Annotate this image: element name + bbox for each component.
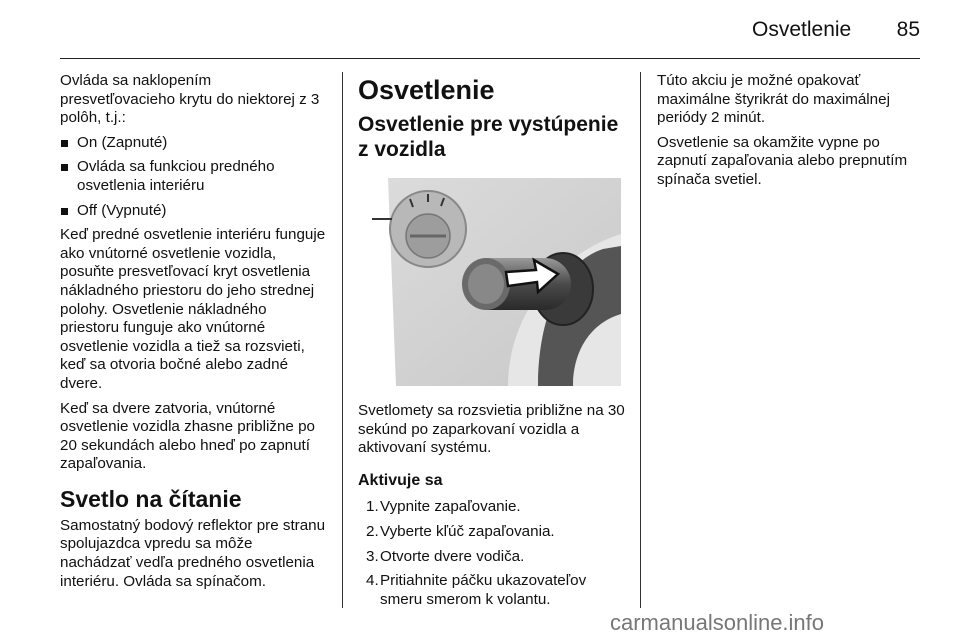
watermark: carmanualsonline.info xyxy=(610,610,825,635)
column-1 xyxy=(60,72,328,597)
steps-list xyxy=(358,498,628,609)
step-text: Vypnite zapaľovanie. xyxy=(380,498,521,516)
step-text: Pritiahnite páčku ukazovateľov smeru smerom k volantu. xyxy=(380,572,587,608)
step-number: 3. xyxy=(366,547,379,565)
stalk-illustration xyxy=(358,174,621,386)
paragraph: Osvetlenie sa okamžite vypne po zapnutí zapaľovania alebo prepnutím spínača svetiel. xyxy=(657,133,908,188)
paragraph: Samostatný bodový reflektor pre stranu spolujazdca vpredu sa môže nachádzať vedľa predného osvetlenia interiéru. Ovláda sa spínačom. xyxy=(60,516,326,590)
activate-heading: Aktivuje sa xyxy=(358,471,443,489)
step-item xyxy=(358,572,628,609)
step-text: Vyberte kľúč zapaľovania. xyxy=(380,522,555,540)
intro-paragraph: Ovláda sa naklopením presvetľovacieho krytu do niektorej z 3 polôh, t.j.: xyxy=(60,72,320,127)
step-number: 2. xyxy=(366,522,379,540)
column-divider xyxy=(342,72,343,608)
section-heading: Svetlo na čítanie xyxy=(60,485,242,512)
step-item xyxy=(358,548,628,567)
section-title: Osvetlenie xyxy=(358,75,495,105)
column-divider xyxy=(640,72,641,608)
column-2 xyxy=(358,72,628,615)
paragraph: Túto akciu je možné opakovať maximálne štyrikrát do maximálnej periódy 2 minút. xyxy=(657,72,890,127)
column-3 xyxy=(657,72,922,196)
paragraph: Keď sa dvere zatvoria, vnútorné osvetlenie vozidla zhasne približne po 20 sekundách alebo hneď po zapnutí zapaľovania. xyxy=(60,399,315,473)
bullet-item: Off (Vypnuté) xyxy=(60,202,328,221)
step-number: 4. xyxy=(366,572,379,590)
step-item xyxy=(358,523,628,542)
step-text: Otvorte dvere vodiča. xyxy=(380,547,525,565)
page-header-title: Osvetlenie xyxy=(752,18,852,41)
step-number: 1. xyxy=(366,498,379,516)
step-item xyxy=(358,498,628,517)
bullet-list xyxy=(60,134,328,220)
bullet-item: Ovláda sa funkciou predného osvetlenia interiéru xyxy=(60,158,328,195)
subsection-title: Osvetlenie pre vystúpenie z vozidla xyxy=(358,113,619,161)
paragraph: Keď predné osvetlenie interiéru funguje ako vnútorné osvetlenie vozidla, posuňte presvetľovací kryt osvetlenia nákladného priestoru do jeho strednej polohy. Osvetlenie nákladného priestoru funguje ako vnútorné osvetlenie vozidla a tiež sa rozsvieti, keď sa otvoria bočné alebo zadné dvere. xyxy=(60,226,326,392)
bullet-item: On (Zapnuté) xyxy=(60,134,328,153)
paragraph: Svetlomety sa rozsvietia približne na 30 sekúnd po zaparkovaní vozidla a aktivovaní systému. xyxy=(358,402,625,457)
header-rule xyxy=(60,58,920,59)
page-number: 85 xyxy=(896,18,920,41)
